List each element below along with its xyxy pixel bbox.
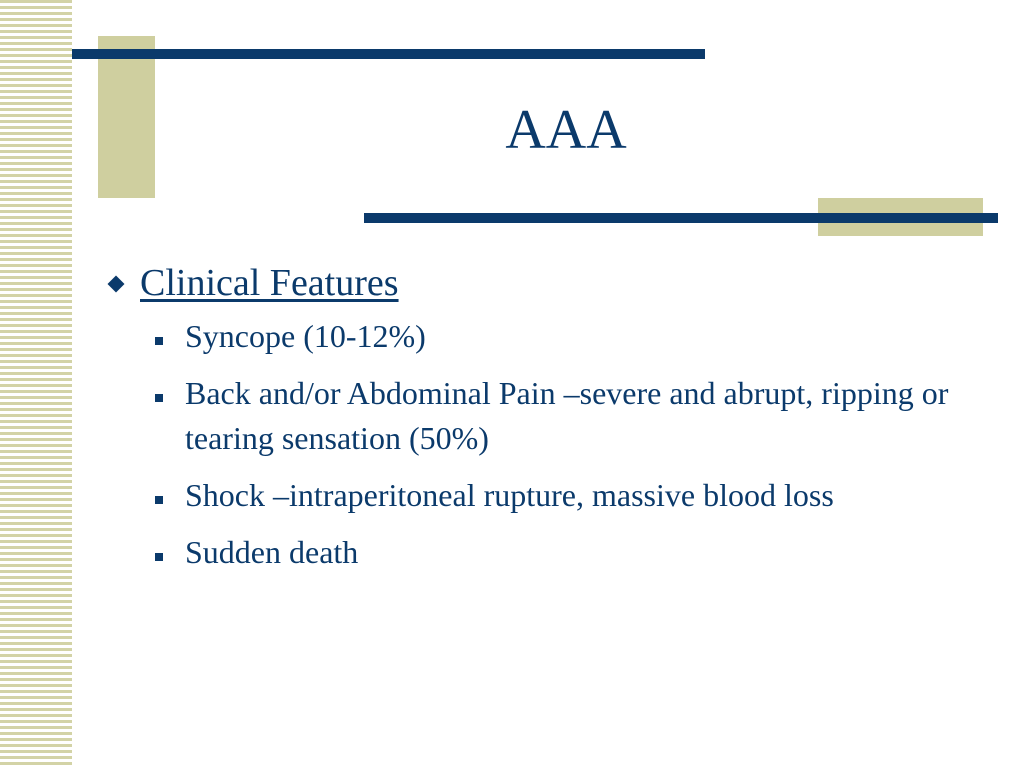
square-bullet-icon bbox=[155, 496, 163, 504]
section-heading-text: Clinical Features bbox=[140, 262, 399, 304]
square-bullet-icon bbox=[155, 337, 163, 345]
list-item-text: Back and/or Abdominal Pain –severe and abrupt, ripping or tearing sensation (50%) bbox=[185, 375, 949, 456]
slide-body bbox=[100, 258, 980, 587]
square-bullet-icon bbox=[155, 553, 163, 561]
top-accent-line bbox=[72, 49, 705, 59]
feature-list bbox=[100, 314, 980, 575]
left-striped-band bbox=[0, 0, 72, 768]
list-item bbox=[100, 371, 980, 461]
list-item-text: Sudden death bbox=[185, 534, 359, 570]
list-item-text: Shock –intraperitoneal rupture, massive blood loss bbox=[185, 477, 834, 513]
section-heading bbox=[100, 258, 980, 308]
square-bullet-icon bbox=[155, 394, 163, 402]
slide-title: AAA bbox=[505, 99, 627, 161]
top-accent-block bbox=[98, 36, 155, 198]
list-item-text: Syncope (10-12%) bbox=[185, 318, 426, 354]
list-item bbox=[100, 530, 980, 575]
list-item bbox=[100, 473, 980, 518]
diamond-bullet-icon bbox=[108, 276, 125, 293]
list-item bbox=[100, 314, 980, 359]
title-underline-bar bbox=[364, 213, 998, 223]
